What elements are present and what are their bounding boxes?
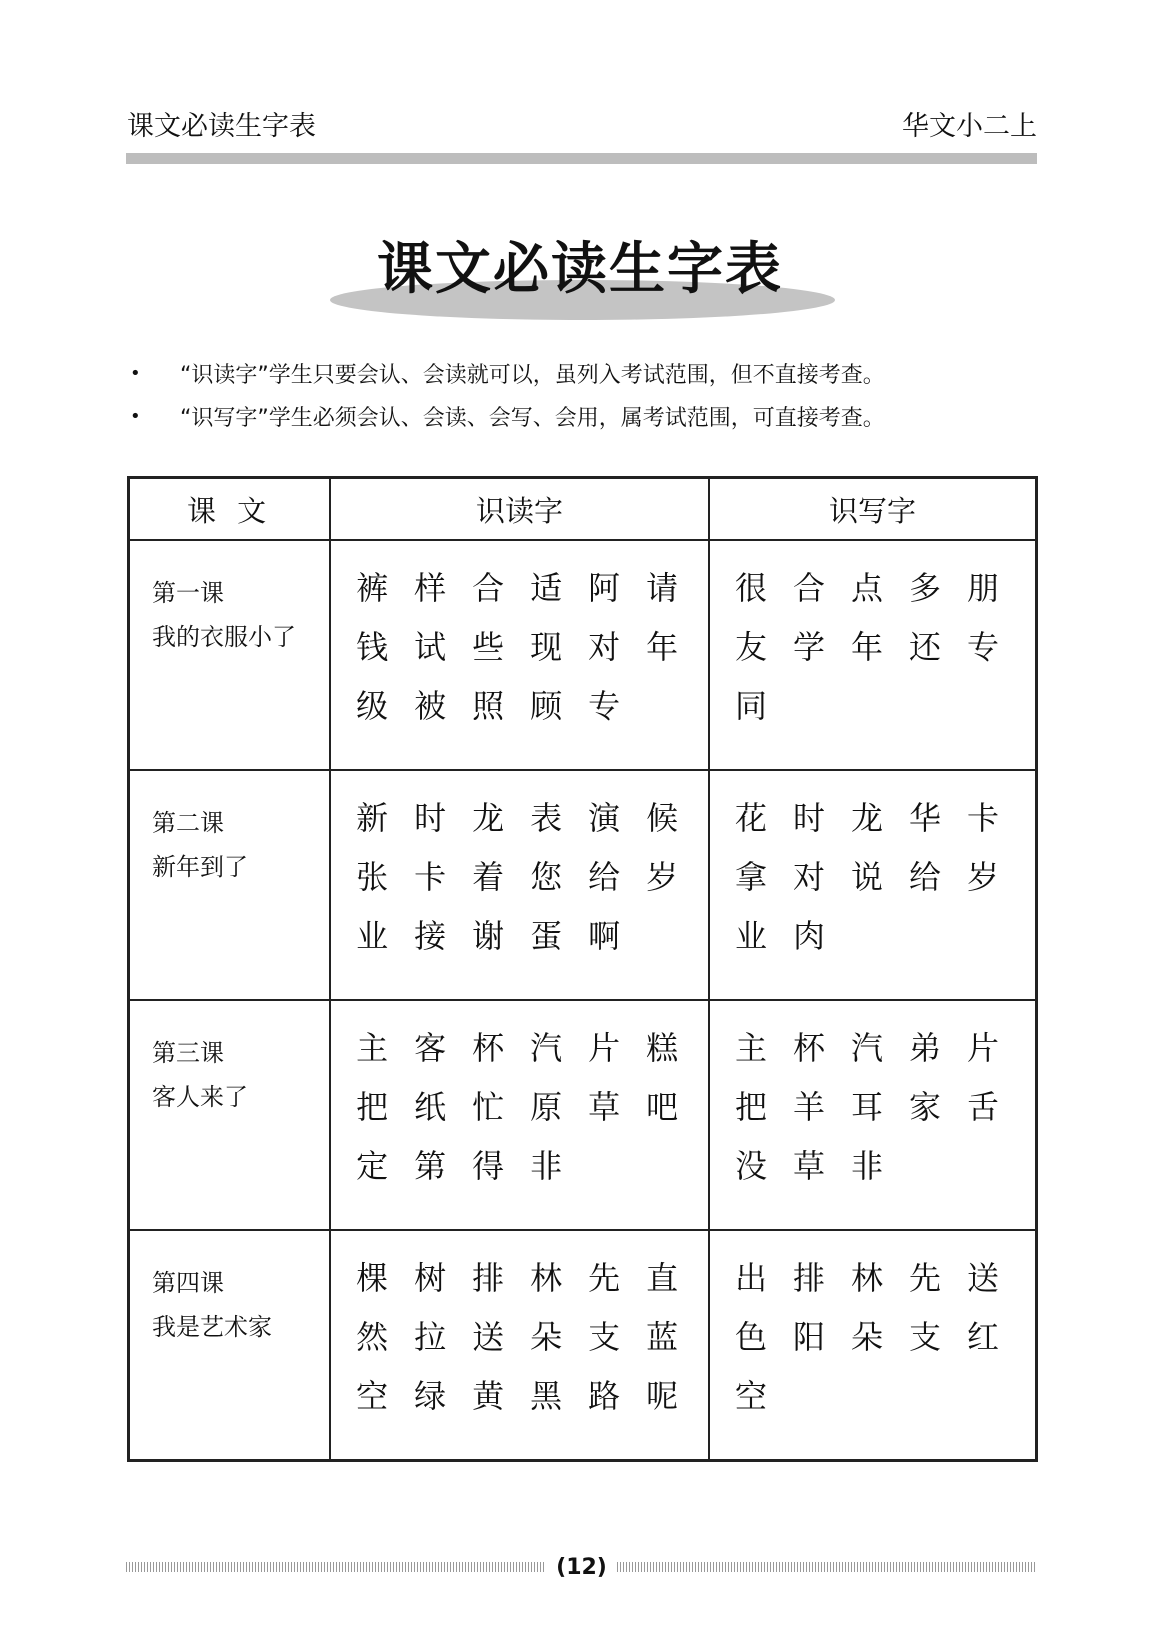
note-item: [130, 395, 885, 438]
character: 定: [356, 1147, 389, 1185]
character: 树: [414, 1259, 447, 1297]
character: 然: [356, 1318, 389, 1356]
bullet-icon: •: [130, 406, 141, 427]
character: 蛋: [530, 917, 563, 955]
character: 岁: [966, 858, 999, 896]
character: 拉: [414, 1318, 447, 1356]
character: 林: [530, 1259, 563, 1297]
character: 林: [850, 1259, 883, 1297]
character: 业: [734, 917, 767, 955]
character: 送: [472, 1318, 505, 1356]
character: 片: [588, 1029, 621, 1067]
character: 排: [792, 1259, 825, 1297]
lesson-cell: [129, 1230, 331, 1461]
table-row: [129, 1230, 1037, 1461]
character: 照: [472, 687, 505, 725]
read-chars-cell: [330, 540, 709, 770]
read-chars-list: [331, 1001, 706, 1196]
lesson-title: 客人来了: [152, 1083, 248, 1111]
notes-list: [130, 352, 885, 438]
note-item: [130, 352, 885, 395]
character: 着: [472, 858, 505, 896]
character: 学: [792, 628, 825, 666]
lesson-cell: [129, 770, 331, 1000]
character: 非: [530, 1147, 563, 1185]
character: 拿: [734, 858, 767, 896]
character: 张: [356, 858, 389, 896]
read-chars-cell: [330, 1230, 709, 1461]
write-chars-cell: [709, 1000, 1037, 1230]
character: 把: [734, 1088, 767, 1126]
character: 先: [908, 1259, 941, 1297]
character: 忙: [472, 1088, 505, 1126]
lesson-number: 第三课: [152, 1039, 224, 1067]
character: 龙: [472, 799, 505, 837]
character: 您: [530, 858, 563, 896]
write-chars-list: [710, 541, 1035, 736]
read-chars-list: [331, 771, 706, 966]
character: 多: [908, 569, 941, 607]
character: 得: [472, 1147, 505, 1185]
character: 红: [966, 1318, 999, 1356]
character: 啊: [588, 917, 621, 955]
character: 支: [588, 1318, 621, 1356]
character: 接: [414, 917, 447, 955]
character: 演: [588, 799, 621, 837]
lesson-number: 第二课: [152, 809, 224, 837]
character: 色: [734, 1318, 767, 1356]
character: 年: [646, 628, 679, 666]
lesson-number: 第四课: [152, 1269, 224, 1297]
character: 岁: [646, 858, 679, 896]
character: 给: [908, 858, 941, 896]
character: 卡: [414, 858, 447, 896]
write-chars-cell: [709, 540, 1037, 770]
running-header-book: 华文小二上: [902, 111, 1037, 142]
character: 排: [472, 1259, 505, 1297]
read-chars-list: [331, 1231, 706, 1426]
character: 空: [356, 1377, 389, 1415]
lesson-cell: [129, 540, 331, 770]
character: 样: [414, 569, 447, 607]
character: 点: [850, 569, 883, 607]
character: 钱: [356, 628, 389, 666]
character: 舌: [966, 1088, 999, 1126]
character: 杯: [792, 1029, 825, 1067]
character: 羊: [792, 1088, 825, 1126]
character: 年: [850, 628, 883, 666]
character: 弟: [908, 1029, 941, 1067]
character: 合: [472, 569, 505, 607]
character: 友: [734, 628, 767, 666]
character: 先: [588, 1259, 621, 1297]
character: 专: [588, 687, 621, 725]
write-chars-cell: [709, 770, 1037, 1000]
character: 给: [588, 858, 621, 896]
note-text: “识写字”学生必须会认、会读、会写、会用，属考试范围，可直接考查。: [180, 406, 885, 431]
character: 谢: [472, 917, 505, 955]
character: 些: [472, 628, 505, 666]
character: 黑: [530, 1377, 563, 1415]
character: 阳: [792, 1318, 825, 1356]
character: 直: [646, 1259, 679, 1297]
character: 龙: [850, 799, 883, 837]
character: 呢: [646, 1377, 679, 1415]
character: 华: [908, 799, 941, 837]
page-number: (12): [556, 1554, 607, 1580]
page-title: 课文必读生字表: [377, 237, 783, 302]
table-row: [129, 1000, 1037, 1230]
write-chars-cell: [709, 1230, 1037, 1461]
character: 耳: [850, 1088, 883, 1126]
character: 很: [734, 569, 767, 607]
character: 阿: [588, 569, 621, 607]
character: 客: [414, 1029, 447, 1067]
character: 合: [792, 569, 825, 607]
character: 纸: [414, 1088, 447, 1126]
character: 主: [734, 1029, 767, 1067]
header-divider: [126, 153, 1037, 164]
character: 吧: [646, 1088, 679, 1126]
character: 还: [908, 628, 941, 666]
header-write-chars: 识写字: [709, 478, 1037, 541]
character: 第: [414, 1147, 447, 1185]
read-chars-cell: [330, 1000, 709, 1230]
character: 出: [734, 1259, 767, 1297]
lesson-title: 我的衣服小了: [152, 623, 296, 651]
character: 花: [734, 799, 767, 837]
character: 把: [356, 1088, 389, 1126]
footer-hatch-left: [126, 1562, 546, 1572]
running-header-title: 课文必读生字表: [127, 111, 316, 142]
character: 汽: [530, 1029, 563, 1067]
character: 顾: [530, 687, 563, 725]
character: 对: [792, 858, 825, 896]
character-table: [127, 476, 1038, 1462]
character: 蓝: [646, 1318, 679, 1356]
character: 片: [966, 1029, 999, 1067]
character: 草: [792, 1147, 825, 1185]
read-chars-list: [331, 541, 706, 736]
character: 专: [966, 628, 999, 666]
lesson-title: 新年到了: [152, 853, 248, 881]
character: 级: [356, 687, 389, 725]
character: 空: [734, 1377, 767, 1415]
character: 业: [356, 917, 389, 955]
character: 汽: [850, 1029, 883, 1067]
character: 朵: [530, 1318, 563, 1356]
lesson-cell: [129, 1000, 331, 1230]
character: 卡: [966, 799, 999, 837]
character: 家: [908, 1088, 941, 1126]
character: 送: [966, 1259, 999, 1297]
character: 支: [908, 1318, 941, 1356]
table-row: [129, 540, 1037, 770]
character: 非: [850, 1147, 883, 1185]
header-read-chars: 识读字: [330, 478, 709, 541]
character: 表: [530, 799, 563, 837]
footer-hatch-right: [617, 1562, 1037, 1572]
character: 现: [530, 628, 563, 666]
character: 对: [588, 628, 621, 666]
character: 朋: [966, 569, 999, 607]
page-footer: [126, 1555, 1037, 1579]
character: 时: [414, 799, 447, 837]
character: 没: [734, 1147, 767, 1185]
character: 原: [530, 1088, 563, 1126]
lesson-number: 第一课: [152, 579, 224, 607]
character: 路: [588, 1377, 621, 1415]
character: 主: [356, 1029, 389, 1067]
character: 请: [646, 569, 679, 607]
character: 草: [588, 1088, 621, 1126]
note-text: “识读字”学生只要会认、会读就可以，虽列入考试范围，但不直接考查。: [180, 363, 885, 388]
bullet-icon: •: [130, 363, 141, 384]
character: 候: [646, 799, 679, 837]
character: 糕: [646, 1029, 679, 1067]
character: 肉: [792, 917, 825, 955]
character: 说: [850, 858, 883, 896]
write-chars-list: [710, 1001, 1035, 1196]
character: 时: [792, 799, 825, 837]
character: 杯: [472, 1029, 505, 1067]
character: 新: [356, 799, 389, 837]
lesson-title: 我是艺术家: [152, 1313, 272, 1341]
table-row: [129, 770, 1037, 1000]
character: 朵: [850, 1318, 883, 1356]
character: 绿: [414, 1377, 447, 1415]
character: 裤: [356, 569, 389, 607]
character: 棵: [356, 1259, 389, 1297]
write-chars-list: [710, 1231, 1035, 1426]
character: 同: [734, 687, 767, 725]
character: 试: [414, 628, 447, 666]
header-lesson: 课 文: [129, 478, 331, 541]
write-chars-list: [710, 771, 1035, 966]
character: 黄: [472, 1377, 505, 1415]
read-chars-cell: [330, 770, 709, 1000]
character: 被: [414, 687, 447, 725]
character: 适: [530, 569, 563, 607]
